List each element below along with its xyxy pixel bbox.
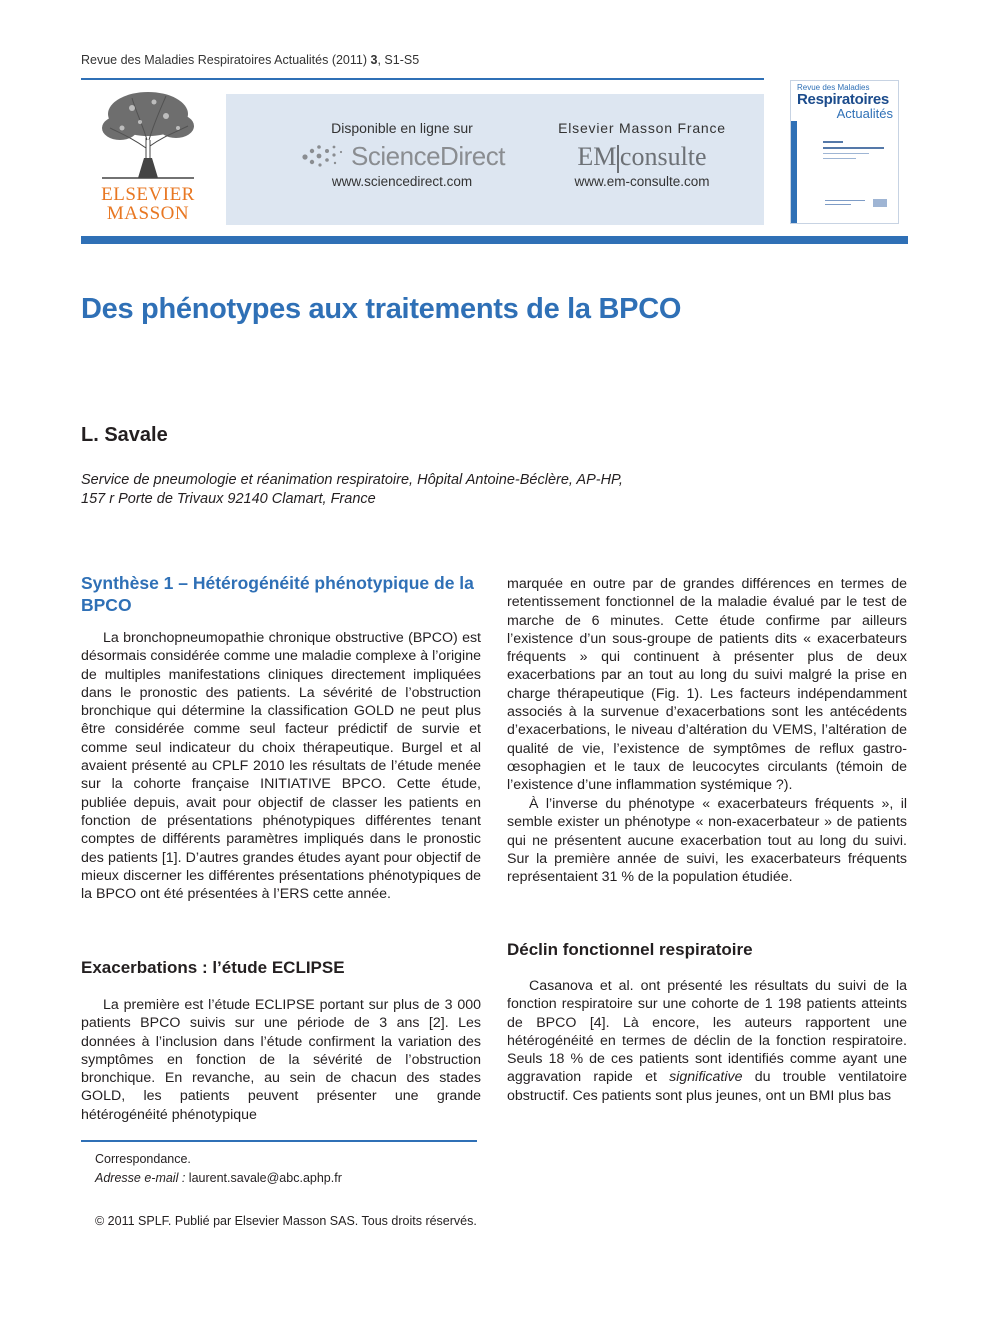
article-author: L. Savale: [81, 424, 168, 446]
running-head: Revue des Maladies Respiratoires Actualités (2011) 3, S1-S5: [81, 53, 420, 67]
journal-cover-thumbnail: [790, 80, 899, 224]
em-logo-left: EM: [577, 142, 617, 171]
logo-masson-text: MASSON: [106, 203, 190, 224]
em-publisher-text: Elsevier Masson France: [558, 120, 726, 136]
paragraph-intro: [81, 629, 481, 903]
cover-title-main: Respiratoires: [797, 91, 889, 108]
em-logo-right: consulte: [619, 142, 707, 171]
email-label: Adresse e-mail :: [95, 1171, 186, 1185]
header-rule-top: [81, 78, 764, 80]
sciencedirect-url[interactable]: www.sciencedirect.com: [331, 174, 473, 189]
online-availability-banner: [226, 94, 764, 225]
sciencedirect-block: [272, 120, 532, 189]
author-affiliation: [81, 471, 701, 509]
affiliation-line-2: 157 r Porte de Trivaux 92140 Clamart, France: [81, 491, 376, 507]
paragraph-text: La première est l’étude ECLIPSE portant sur plus de 3 000 patients BPCO suivis sur une période de 3 ans [2]. Les données à l’inclusion dans l’étude confirment la variation des symptômes en fonction de la sévérité de l’obstruction bronchique. En revanche, au sein de chacun des stades GOLD, les patients peuvent présenter une grande hétérogénéité phénotypique: [81, 997, 481, 1123]
paragraph-eclipse-continued: [507, 575, 907, 795]
paragraph-text: marquée en outre par de grandes différences en termes de retentissement fonctionnel de la maladie évalué par le test de marche de 6 minutes. Cette étude confirme par ailleurs l’existence d’un sous-groupe de patients dits « exacerbateurs fréquents » qui continuent à présenter plus de deux exacerbations par an tout au long du suivi malgré la prise en charge thérapeutique (Fig. 1). Les facteurs indépendamment associés à la survenue d’exacerbations sont les antécédents d’exacerbations, le niveau d’altération du VEMS, l’altération de qualité de vie, l’existence de symptômes de reflux gastro-œsophagien et le taux de leucocytes circulants (témoin de l’existence d’une inflammation systémique ?).: [507, 576, 907, 794]
journal-pages: S1-S5: [384, 53, 420, 67]
paragraph-text: À l’inverse du phénotype « exacerbateurs fréquents », il semble exister un phénotype « non-exacerbateur » de patients qui ne présentent aucune exacerbation tout au long du suivi. Sur la première année de suivi, les exacerbateurs fréquents représentaient 31 % de la population étudiée.: [507, 796, 907, 886]
cover-small-title: Revue des Maladies: [797, 83, 870, 92]
em-consulte-block: [532, 120, 752, 189]
sd-available-text: Disponible en ligne sur: [331, 120, 473, 136]
sciencedirect-dots-icon: [299, 143, 345, 169]
affiliation-line-1: Service de pneumologie et réanimation respiratoire, Hôpital Antoine-Béclère, AP-HP,: [81, 472, 623, 488]
paragraph-eclipse: [81, 996, 481, 1124]
elsevier-masson-logo: [92, 88, 204, 226]
cover-contents-lines: [823, 141, 889, 163]
sciencedirect-logo: [272, 142, 532, 170]
paragraph-italic-word: significative: [669, 1069, 743, 1086]
logo-elsevier-text: ELSEVIER: [101, 184, 195, 205]
paragraph-declin: [507, 977, 907, 1105]
cover-stripe: [791, 121, 797, 224]
paragraph-text: La bronchopneumopathie chronique obstructive (BPCO) est désormais considérée comme une maladie complexe à l’origine de multiples manifestations cliniques directement impliquées dans le pronostic des patients. La sévérité de l’obstruction bronchique qui détermine la classification GOLD ne peut plus être considérée comme seul facteur prédictif de survie et comme seul indicateur du choix thérapeutique. Burgel et al avaient présenté au CPLF 2010 les résultats de l’étude menée sur la cohorte française INITIATIVE BPCO. Cette étude, publiée depuis, avait pour objectif de classer les patients en fonction de présentations phénotypiques différentes tenant comptes de différents paramètres impliqués dans le pronostic des patients [1]. D’autres grandes études ayant pour objectif de mieux discerner les différentes présentations phénotypiques de la BPCO ont été présentées à l’ERS cette année.: [81, 630, 481, 903]
footnote-correspondence: Correspondance.: [95, 1152, 191, 1166]
article-title: Des phénotypes aux traitements de la BPCO: [81, 293, 682, 325]
paragraph-text: [507, 977, 907, 1105]
footnote-email-line: [95, 1169, 342, 1188]
section-heading-synthese: Synthèse 1 – Hétérogénéité phénotypique de la BPCO: [81, 573, 474, 615]
header-rule-bottom: [81, 236, 908, 244]
paragraph-text-part: du trouble ventilatoire obstructif. Ces patients sont plus jeunes, ont un BMI plus bas: [507, 1069, 907, 1104]
sciencedirect-name: ScienceDirect: [351, 140, 505, 171]
elsevier-tree-icon: [92, 88, 204, 180]
journal-citation: Revue des Maladies Respiratoires Actualités (2011): [81, 53, 368, 67]
paragraph-text-part: Casanova et al. ont présenté les résultats du suivi de la fonction respiratoire sur une cohorte de 1 198 patients atteints de BPCO [4]. Là encore, les auteurs rapportent une hétérogénéité en termes de déclin de la fonction respiratoire. Seuls 18 % de ces patients sont identifiés comme ayant une aggravation rapide et: [507, 978, 907, 1086]
footnote: [95, 1150, 342, 1188]
journal-volume: 3: [370, 53, 378, 67]
section-heading-exacerbations: Exacerbations : l’étude ECLIPSE: [81, 958, 345, 977]
paragraph-non-exacerbateur: [507, 795, 907, 886]
footnote-rule: [81, 1140, 477, 1142]
cover-footer-icon: [825, 199, 889, 209]
email-address[interactable]: laurent.savale@abc.aphp.fr: [188, 1171, 342, 1185]
section-heading-declin: Déclin fonctionnel respiratoire: [507, 940, 753, 959]
em-consulte-logo: [532, 142, 752, 170]
em-logo-divider: [617, 145, 619, 173]
em-consulte-url[interactable]: www.em-consulte.com: [574, 174, 710, 189]
cover-title-sub: Actualités: [836, 106, 893, 121]
copyright-notice: © 2011 SPLF. Publié par Elsevier Masson SAS. Tous droits réservés.: [95, 1214, 477, 1228]
